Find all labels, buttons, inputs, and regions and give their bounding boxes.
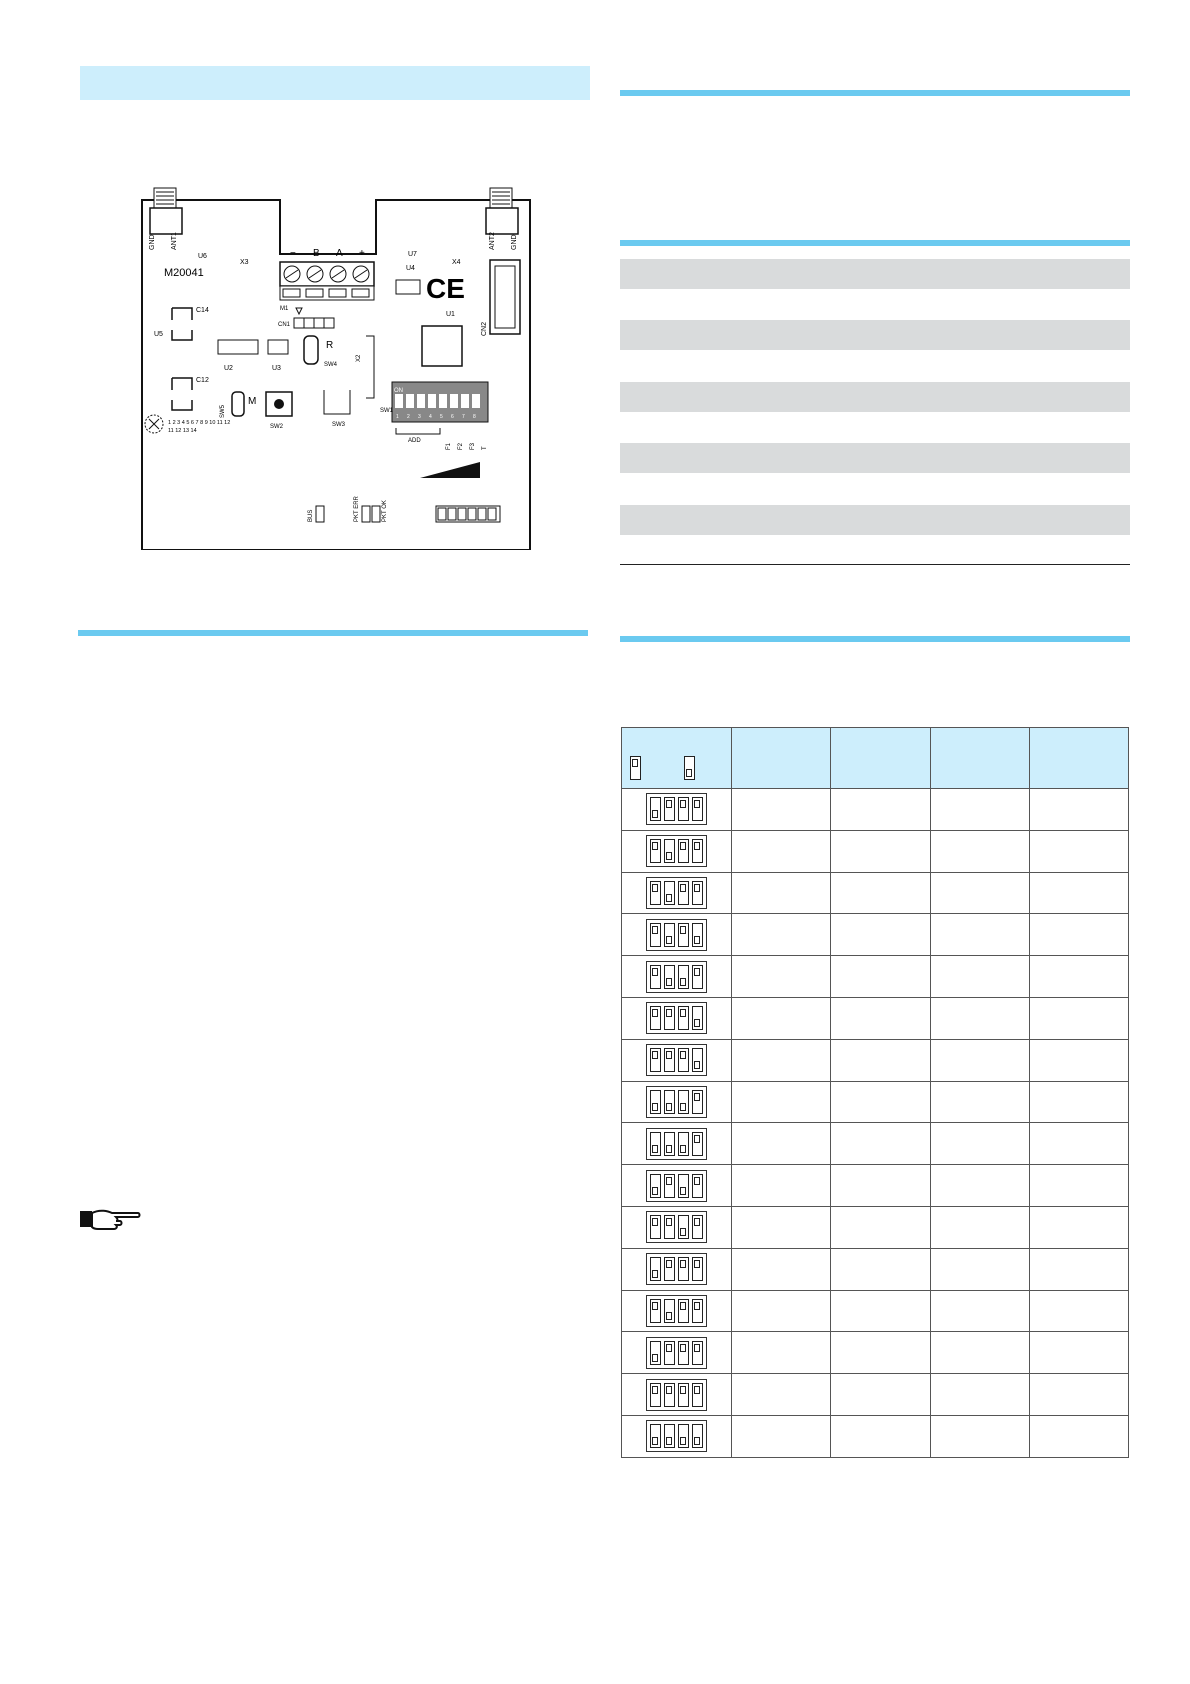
table-cell	[930, 1206, 1029, 1248]
table-cell	[930, 1123, 1029, 1165]
table-cell	[930, 1039, 1029, 1081]
dip-setting-cell	[622, 1123, 732, 1165]
dip-switch-down-icon	[650, 1341, 661, 1365]
dip-switch-down-icon	[664, 881, 675, 905]
grey-band-3	[620, 382, 1130, 412]
circuit-board-diagram	[140, 186, 532, 550]
dip-switch-group-icon	[646, 1337, 707, 1369]
table-cell	[732, 1415, 831, 1457]
dip-switch-down-icon	[650, 1174, 661, 1198]
dip-setting-cell	[622, 872, 732, 914]
label-f1: F1	[446, 442, 452, 450]
dip-switch-up-icon	[664, 797, 675, 821]
dip-switch-down-icon	[678, 965, 689, 989]
table-cell	[930, 872, 1029, 914]
dip-number-4: 4	[429, 414, 432, 420]
label-sw1: SW1	[380, 408, 394, 414]
dip-switch-up-icon	[678, 923, 689, 947]
table-row	[622, 997, 1129, 1039]
table-row	[622, 1332, 1129, 1374]
dip-setting-cell	[622, 1332, 732, 1374]
dip-setting-cell	[622, 1415, 732, 1457]
table-row	[622, 1290, 1129, 1332]
section-rule-right-1	[620, 90, 1130, 96]
label-cn2: CN2	[481, 321, 488, 336]
section-rule-right-3	[620, 636, 1130, 642]
antenna-right-connector	[486, 188, 518, 234]
component-u3	[268, 340, 288, 354]
dip-switch-group-icon	[646, 1002, 707, 1034]
table-cell	[732, 1206, 831, 1248]
dip-number-6: 6	[451, 414, 454, 420]
grey-band-4	[620, 443, 1130, 473]
table-cell	[831, 1374, 930, 1416]
table-cell	[930, 956, 1029, 998]
table-cell	[1029, 1039, 1128, 1081]
table-cell	[831, 830, 930, 872]
dip-switch-down-icon	[650, 1090, 661, 1114]
label-sw2: SW2	[270, 424, 284, 430]
table-cell	[732, 1039, 831, 1081]
dip-switch-down-icon	[678, 1132, 689, 1156]
table-row	[622, 1165, 1129, 1207]
table-cell	[831, 1165, 930, 1207]
label-u7: U7	[408, 251, 417, 258]
label-pkt-ok: PKT OK	[382, 500, 388, 522]
dip-switch-down-icon	[664, 965, 675, 989]
table-cell	[1029, 1081, 1128, 1123]
antenna-left-connector	[150, 188, 182, 234]
label-sw3: SW3	[332, 422, 346, 428]
legend-switch-down-icon	[684, 756, 695, 780]
table-cell	[831, 1081, 930, 1123]
table-cell	[732, 997, 831, 1039]
dip-switch-down-icon	[678, 1090, 689, 1114]
label-on: ON	[394, 388, 403, 394]
dip-switch-up-icon	[692, 797, 703, 821]
table-cell	[1029, 1123, 1128, 1165]
table-cell	[930, 1374, 1029, 1416]
table-cell	[831, 956, 930, 998]
dip-setting-cell	[622, 1206, 732, 1248]
dip-switch-down-icon	[664, 1090, 675, 1114]
led-bar-right	[436, 506, 500, 522]
dip-switch-up-icon	[692, 1174, 703, 1198]
dip-switch-down-icon	[650, 797, 661, 821]
rotary-scale-row2: 11 12 13 14	[168, 428, 197, 434]
table-row	[622, 872, 1129, 914]
label-m1: M1	[280, 306, 289, 312]
dip-number-5: 5	[440, 414, 443, 420]
table-cell	[1029, 1374, 1128, 1416]
dip-switch-group-icon	[646, 1044, 707, 1076]
table-cell	[831, 914, 930, 956]
table-cell	[930, 1081, 1029, 1123]
dip-switch-group-icon	[646, 1295, 707, 1327]
dip-number-2: 2	[407, 414, 410, 420]
dip-switch-down-icon	[664, 1132, 675, 1156]
dip-switch-up-icon	[650, 1215, 661, 1239]
table-cell	[1029, 1248, 1128, 1290]
label-gnd-right: GND	[511, 234, 518, 250]
table-row	[622, 1248, 1129, 1290]
table-cell	[831, 1123, 930, 1165]
dip-switch-down-icon	[650, 1257, 661, 1281]
table-cell	[732, 789, 831, 831]
dip-switch-down-icon	[664, 1299, 675, 1323]
dip-switch-up-icon	[664, 1383, 675, 1407]
pointing-hand-icon	[78, 1205, 142, 1233]
table-cell	[831, 1415, 930, 1457]
header-cell-4	[930, 728, 1029, 789]
table-cell	[831, 1039, 930, 1081]
dip-switch-up-icon	[692, 965, 703, 989]
dip-setting-cell	[622, 789, 732, 831]
header-cell-2	[732, 728, 831, 789]
label-bus: BUS	[308, 509, 314, 522]
label-c14: C14	[196, 307, 209, 314]
table-cell	[831, 872, 930, 914]
signal-strength-wedge	[420, 462, 480, 478]
dip-switch-group-icon	[646, 793, 707, 825]
terminal-a: A	[336, 248, 343, 259]
dip-settings-table	[621, 727, 1129, 1458]
dip-switch-down-icon	[692, 1048, 703, 1072]
dip-switch-up-icon	[664, 1341, 675, 1365]
table-header-row	[622, 728, 1129, 789]
dip-switch-up-icon	[692, 881, 703, 905]
table-cell	[732, 1165, 831, 1207]
ce-mark: CE	[426, 273, 465, 304]
rotary-scale-row1: 1 2 3 4 5 6 7 8 9 10 11 12	[168, 420, 231, 426]
dip-switch-up-icon	[692, 1299, 703, 1323]
dip-number-8: 8	[473, 414, 476, 420]
label-u6: U6	[198, 253, 207, 260]
label-x4: X4	[452, 259, 461, 266]
table-row	[622, 1039, 1129, 1081]
dip-switch-up-icon	[650, 839, 661, 863]
dip-switch-up-icon	[664, 1048, 675, 1072]
dip-setting-cell	[622, 1165, 732, 1207]
chip-u1	[422, 326, 462, 366]
table-cell	[1029, 1415, 1128, 1457]
label-f3: F3	[470, 442, 476, 450]
label-pkt-err: PKT ERR	[354, 496, 360, 522]
table-cell	[930, 830, 1029, 872]
dip-switch-group-icon	[646, 1128, 707, 1160]
component-sw3	[324, 390, 350, 414]
dip-switch-up-icon	[678, 839, 689, 863]
dip-switch-up-icon	[678, 881, 689, 905]
table-cell	[732, 1290, 831, 1332]
table-cell	[1029, 1165, 1128, 1207]
table-row	[622, 914, 1129, 956]
dip-switch-down-icon	[650, 1424, 661, 1448]
dip-switch-down-icon	[650, 1132, 661, 1156]
dip-switch-group-icon	[646, 1253, 707, 1285]
table-cell	[831, 1248, 930, 1290]
dip-switch-down-icon	[678, 1174, 689, 1198]
table-cell	[831, 997, 930, 1039]
jumper-sw5	[232, 392, 244, 416]
label-u1: U1	[446, 311, 455, 318]
dip-switch-up-icon	[692, 1132, 703, 1156]
dip-setting-cell	[622, 1290, 732, 1332]
table-cell	[831, 1332, 930, 1374]
table-cell	[732, 956, 831, 998]
table-cell	[732, 872, 831, 914]
label-u2: U2	[224, 365, 233, 372]
dip-switch-up-icon	[664, 1006, 675, 1030]
label-r: R	[326, 340, 334, 351]
table-row	[622, 830, 1129, 872]
dip-switch-up-icon	[650, 1299, 661, 1323]
dip-switch-up-icon	[650, 1048, 661, 1072]
component-c14	[172, 308, 192, 340]
label-c12: C12	[196, 377, 209, 384]
dip-switch-up-icon	[678, 797, 689, 821]
dip-switch-up-icon	[692, 1215, 703, 1239]
dip-switch-down-icon	[692, 1006, 703, 1030]
table-row	[622, 1374, 1129, 1416]
table-cell	[930, 1415, 1029, 1457]
led-bus	[316, 506, 324, 522]
dip-switch-down-icon	[664, 923, 675, 947]
label-u3: U3	[272, 365, 281, 372]
table-cell	[1029, 997, 1128, 1039]
table-cell	[732, 1332, 831, 1374]
label-sw4: SW4	[324, 362, 338, 368]
dip-setting-cell	[622, 997, 732, 1039]
label-f2: F2	[458, 442, 464, 450]
header-cell-3	[831, 728, 930, 789]
label-add: ADD	[408, 438, 421, 444]
table-cell	[1029, 1332, 1128, 1374]
dip-switch-up-icon	[650, 881, 661, 905]
terminal-block	[280, 248, 374, 300]
dip-switch-up-icon	[678, 1048, 689, 1072]
table-cell	[930, 1165, 1029, 1207]
legend-header-cell	[622, 728, 732, 789]
table-cell	[930, 997, 1029, 1039]
component-x2	[366, 336, 374, 398]
thin-rule	[620, 564, 1130, 565]
table-cell	[831, 1290, 930, 1332]
grey-band-1	[620, 259, 1130, 289]
dip-switch-up-icon	[678, 1383, 689, 1407]
table-cell	[1029, 830, 1128, 872]
label-cn1: CN1	[278, 322, 291, 328]
section-rule-right-2	[620, 240, 1130, 246]
section-title-band	[80, 66, 590, 100]
table-cell	[1029, 914, 1128, 956]
label-ant2: ANT2	[489, 232, 496, 250]
label-x3: X3	[240, 259, 249, 266]
label-sw5: SW5	[220, 404, 226, 418]
dip-setting-cell	[622, 1081, 732, 1123]
dip-setting-cell	[622, 830, 732, 872]
dip-switch-up-icon	[664, 1174, 675, 1198]
dip-switch-up-icon	[692, 1383, 703, 1407]
dip-switch-up-icon	[678, 1006, 689, 1030]
dip-switch-down-icon	[692, 1424, 703, 1448]
dip-switch-group-icon	[646, 877, 707, 909]
dip-switch-up-icon	[678, 1299, 689, 1323]
table-row	[622, 1206, 1129, 1248]
board-model: M20041	[164, 267, 204, 279]
dip-number-7: 7	[462, 414, 465, 420]
dip-setting-cell	[622, 956, 732, 998]
table-cell	[732, 1081, 831, 1123]
dip-setting-cell	[622, 1248, 732, 1290]
component-u4	[396, 280, 420, 294]
table-row	[622, 956, 1129, 998]
table-cell	[930, 1290, 1029, 1332]
dip-switch-group-icon	[646, 1086, 707, 1118]
dip-switch-up-icon	[692, 1090, 703, 1114]
section-rule-left	[78, 630, 588, 636]
dip-switch-group-icon	[646, 1379, 707, 1411]
table-row	[622, 1415, 1129, 1457]
table-row	[622, 1081, 1129, 1123]
table-cell	[831, 1206, 930, 1248]
table-cell	[732, 1374, 831, 1416]
dip-setting-cell	[622, 1039, 732, 1081]
dip-switch-up-icon	[650, 1383, 661, 1407]
label-ant1: ANT1	[171, 232, 178, 250]
dip-switch-up-icon	[692, 839, 703, 863]
table-cell	[732, 914, 831, 956]
dip-switch-down-icon	[678, 1215, 689, 1239]
dip-number-1: 1	[396, 414, 399, 420]
terminal-plus: +	[359, 248, 365, 259]
dip-switch-up-icon	[678, 1341, 689, 1365]
table-cell	[930, 914, 1029, 956]
label-u5: U5	[154, 331, 163, 338]
terminal-b: B	[313, 248, 320, 259]
led-pkt-ok	[372, 506, 380, 522]
dip-switch-down-icon	[692, 923, 703, 947]
dip-switch-up-icon	[650, 1006, 661, 1030]
header-cell-5	[1029, 728, 1128, 789]
table-row	[622, 1123, 1129, 1165]
jumper-sw4	[304, 336, 318, 364]
table-cell	[1029, 956, 1128, 998]
table-cell	[930, 1332, 1029, 1374]
table-row	[622, 789, 1129, 831]
dip-switch-down-icon	[664, 1424, 675, 1448]
dip-switch-up-icon	[664, 1215, 675, 1239]
dip-switch-up-icon	[678, 1257, 689, 1281]
legend-switch-up-icon	[630, 756, 641, 780]
dip-switch-group-icon	[646, 961, 707, 993]
grey-band-2	[620, 320, 1130, 350]
dip-switch-down-icon	[678, 1424, 689, 1448]
component-c12	[172, 378, 192, 410]
table-cell	[930, 1248, 1029, 1290]
dip-switch-up-icon	[664, 1257, 675, 1281]
dip-setting-cell	[622, 914, 732, 956]
table-cell	[1029, 1206, 1128, 1248]
table-cell	[1029, 789, 1128, 831]
label-u4: U4	[406, 265, 415, 272]
component-u2	[218, 340, 258, 354]
dip-number-3: 3	[418, 414, 421, 420]
dip-switch-group-icon	[646, 1211, 707, 1243]
label-t: T	[482, 446, 488, 450]
table-cell	[732, 830, 831, 872]
dip-setting-cell	[622, 1374, 732, 1416]
dip-switch-down-icon	[664, 839, 675, 863]
table-cell	[831, 789, 930, 831]
dip-switch-group-icon	[646, 919, 707, 951]
label-x2: X2	[356, 354, 362, 362]
dip-switch-up-icon	[650, 965, 661, 989]
table-cell	[930, 789, 1029, 831]
terminal-minus: −	[290, 248, 296, 259]
label-m: M	[248, 396, 257, 407]
dip-switch-group-icon	[646, 835, 707, 867]
table-cell	[1029, 872, 1128, 914]
dip-switch-group-icon	[646, 1170, 707, 1202]
grey-band-5	[620, 505, 1130, 535]
dip-switch-up-icon	[692, 1257, 703, 1281]
dip-switch-up-icon	[650, 923, 661, 947]
table-cell	[732, 1248, 831, 1290]
dip-switch-group-icon	[646, 1420, 707, 1452]
label-gnd-left: GND	[149, 234, 156, 250]
led-pkt-err	[362, 506, 370, 522]
dip-switch-up-icon	[692, 1341, 703, 1365]
table-cell	[1029, 1290, 1128, 1332]
table-cell	[732, 1123, 831, 1165]
